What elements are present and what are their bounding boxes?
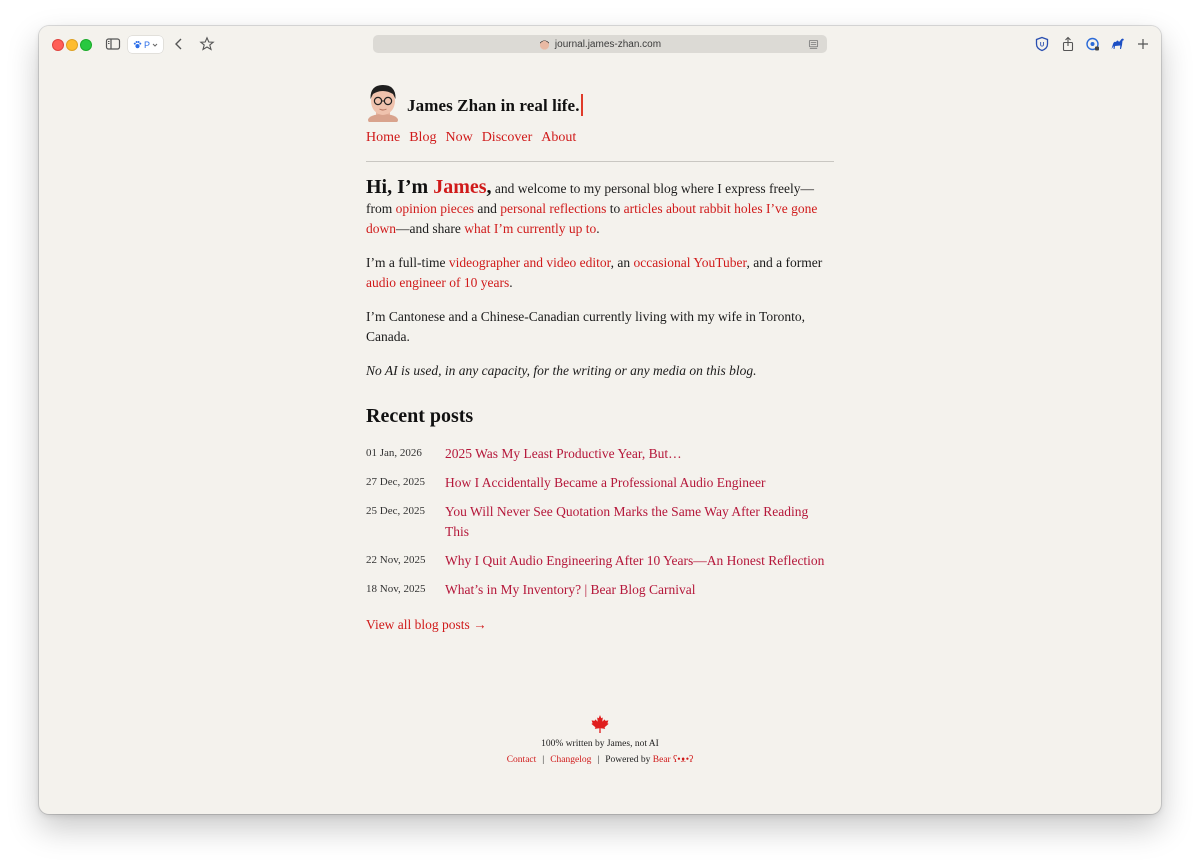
personal-reflections-link[interactable]: personal reflections <box>500 201 607 216</box>
list-item <box>366 444 834 464</box>
greeting-comma: , <box>486 176 492 198</box>
post-title-link[interactable]: What’s in My Inventory? | Bear Blog Carnival <box>445 582 696 597</box>
footer-separator: | <box>542 755 545 765</box>
sidebar-icon[interactable] <box>105 36 121 52</box>
list-item <box>366 502 834 542</box>
contact-link[interactable]: Contact <box>506 755 537 765</box>
share-icon[interactable] <box>1060 36 1076 52</box>
profession-text: . <box>509 275 513 290</box>
browser-toolbar <box>39 26 1161 62</box>
intro-paragraph <box>366 177 834 239</box>
intro-text: . <box>596 221 600 236</box>
new-tab-icon[interactable] <box>1135 36 1151 52</box>
intro-text: —and share <box>396 221 465 236</box>
no-ai-statement: No AI is used, in any capacity, for the writing or any media on this blog. <box>366 363 757 378</box>
back-icon[interactable] <box>171 36 187 52</box>
profile-switcher[interactable] <box>128 36 163 53</box>
profession-text: , an <box>610 255 634 270</box>
profession-paragraph <box>366 253 834 293</box>
post-date: 27 Dec, 2025 <box>366 476 425 488</box>
svg-text:U: U <box>1039 42 1045 49</box>
intro-text: and <box>473 201 501 216</box>
header-divider <box>366 161 834 162</box>
post-title-link[interactable]: How I Accidentally Became a Professional Audio Engineer <box>445 475 766 490</box>
shield-icon[interactable] <box>1034 36 1050 52</box>
star-icon[interactable] <box>199 36 215 52</box>
fullscreen-window-button[interactable] <box>80 39 92 51</box>
minimize-window-button[interactable] <box>66 39 78 51</box>
post-title-link[interactable]: You Will Never See Quotation Marks the Same Way After Reading This <box>445 504 809 539</box>
maple-leaf-icon <box>590 714 610 734</box>
nav-blog[interactable]: Blog <box>409 130 437 145</box>
paw-icon <box>133 40 142 49</box>
list-item <box>366 473 834 493</box>
recent-posts-heading: Recent posts <box>366 405 474 427</box>
avatar <box>366 82 400 122</box>
bear-blog-link[interactable]: Bear ʕ•ᴥ•ʔ <box>652 755 694 765</box>
main-nav <box>366 130 834 146</box>
close-window-button[interactable] <box>52 39 64 51</box>
site-footer <box>366 714 834 765</box>
nav-discover[interactable]: Discover <box>481 130 533 145</box>
intro-text: and welcome to my personal blog where I express freely—from <box>366 181 814 216</box>
address-bar[interactable] <box>373 35 827 53</box>
greeting-name: James <box>433 176 487 198</box>
footer-links <box>366 755 834 765</box>
written-by-statement: 100% written by James, not AI <box>541 739 659 749</box>
nav-now[interactable]: Now <box>445 130 473 145</box>
reader-icon[interactable] <box>808 39 819 50</box>
list-item <box>366 580 834 600</box>
footer-separator: | <box>597 755 600 765</box>
intro-text: to <box>606 201 624 216</box>
site-title[interactable] <box>407 94 583 116</box>
currently-up-to-link[interactable]: what I’m currently up to <box>464 221 597 236</box>
browser-window <box>39 26 1161 814</box>
post-date: 01 Jan, 2026 <box>366 447 422 459</box>
address-text: journal.james-zhan.com <box>554 38 662 50</box>
changelog-link[interactable]: Changelog <box>550 755 592 765</box>
nav-about[interactable]: About <box>541 130 577 145</box>
post-title-link[interactable]: 2025 Was My Least Productive Year, But… <box>445 446 682 461</box>
profession-text: I’m a full-time <box>366 255 449 270</box>
opinion-pieces-link[interactable]: opinion pieces <box>395 201 474 216</box>
recent-posts-list <box>366 444 834 600</box>
greeting-prefix: Hi, I’m <box>366 176 434 198</box>
chevron-down-icon <box>152 42 158 48</box>
post-date: 18 Nov, 2025 <box>366 583 426 595</box>
post-title-link[interactable]: Why I Quit Audio Engineering After 10 Years—An Honest Reflection <box>445 553 825 568</box>
audio-engineer-link[interactable]: audio engineer of 10 years <box>366 275 510 290</box>
videographer-link[interactable]: videographer and video editor <box>448 255 611 270</box>
post-date: 22 Nov, 2025 <box>366 554 426 566</box>
greeting <box>366 176 492 198</box>
profession-text: , and a former <box>746 255 823 270</box>
nav-home[interactable]: Home <box>366 130 401 145</box>
profile-label: P <box>143 39 150 50</box>
text-cursor <box>581 94 583 116</box>
post-date: 25 Dec, 2025 <box>366 505 425 517</box>
rabbit-holes-link[interactable]: articles about rabbit holes I’ve gone down <box>366 201 818 236</box>
location-paragraph: I’m Cantonese and a Chinese-Canadian currently living with my wife in Toronto, Canada. <box>366 309 805 344</box>
youtuber-link[interactable]: occasional YouTuber <box>633 255 747 270</box>
site-header <box>366 82 834 126</box>
page-content <box>366 82 834 633</box>
site-favicon-icon <box>539 39 550 50</box>
powered-by-text: Powered by <box>605 755 653 765</box>
site-title-text: James Zhan in real life. <box>407 96 580 115</box>
list-item <box>366 551 834 571</box>
extension-icon[interactable] <box>1085 36 1101 52</box>
view-all-posts-link[interactable]: View all blog posts → <box>366 617 487 632</box>
camel-icon[interactable] <box>1110 36 1126 52</box>
